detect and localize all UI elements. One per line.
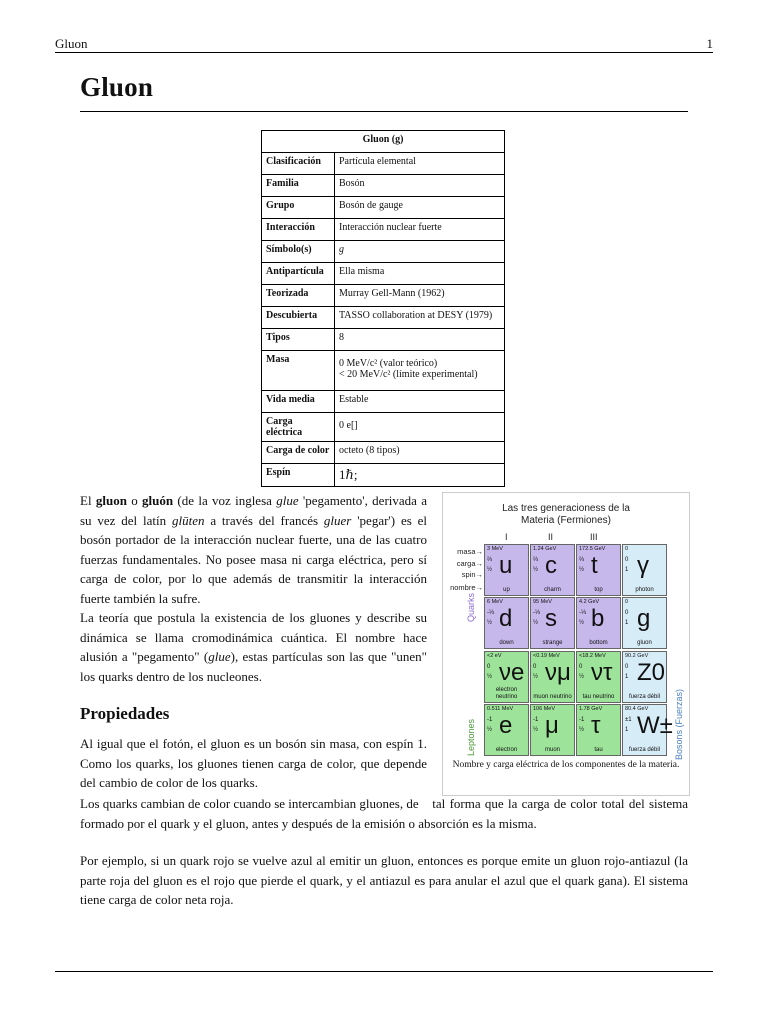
- text-run: La teoría que postula la existencia de los gluones y describe su dinámica se llama cromodinámica cuántica. El nombre hace alusión a "pegamento" (: [80, 610, 427, 664]
- term-gluon-alt: gluón: [142, 493, 174, 508]
- text-run: El: [80, 493, 96, 508]
- title-rule: [80, 111, 688, 112]
- cell-mass: 106 MeV: [533, 706, 556, 712]
- cell-symbol: c: [545, 552, 557, 579]
- cell-symbol: ντ: [591, 659, 613, 686]
- infobox-key: Antipartícula: [262, 263, 335, 285]
- infobox-key: Descubierta: [262, 307, 335, 329]
- mass-line-1: 0 MeV/c² (valor teórico): [339, 358, 438, 369]
- cell-name: strange: [542, 639, 563, 646]
- cell-mass: 0: [625, 546, 629, 552]
- text-run: o: [126, 493, 143, 508]
- particle-cell: [530, 597, 575, 649]
- particle-cell: [484, 597, 529, 649]
- cell-mass: 172.5 GeV: [579, 546, 606, 552]
- infobox-key: Teorizada: [262, 285, 335, 307]
- cell-name: bottom: [589, 639, 608, 646]
- infobox-key: Clasificación: [262, 153, 335, 175]
- infobox-row: [262, 351, 505, 391]
- infobox-key: Espín: [262, 464, 335, 487]
- figure-caption: Nombre y carga eléctrica de los componentes de la materia.: [452, 760, 680, 770]
- cell-spin: 1: [625, 727, 629, 733]
- infobox-key: Familia: [262, 175, 335, 197]
- cell-name: fuerza débil: [628, 693, 661, 700]
- particle-cell: [484, 544, 529, 596]
- cell-charge: 0: [533, 664, 537, 670]
- infobox-row: [262, 241, 505, 263]
- infobox-value: 8: [335, 329, 505, 351]
- cell-symbol: νμ: [545, 659, 571, 686]
- infobox-value: Partícula elemental: [335, 153, 505, 175]
- cell-symbol: u: [499, 552, 513, 579]
- cell-spin: ½: [533, 674, 539, 680]
- cell-spin: ½: [487, 727, 493, 733]
- cell-name: tau neutrino: [582, 693, 615, 700]
- cell-charge: -⅓: [487, 610, 495, 616]
- cell-spin: 1: [625, 674, 629, 680]
- cell-charge: -⅓: [533, 610, 541, 616]
- infobox-row: [262, 391, 505, 413]
- figure-title-line: Materia (Fermiones): [520, 515, 612, 526]
- cell-symbol: e: [499, 712, 513, 739]
- infobox-key: Carga de color: [262, 442, 335, 464]
- infobox-value: Interacción nuclear fuerte: [335, 219, 505, 241]
- cell-spin: ½: [579, 620, 585, 626]
- infobox-key: Tipos: [262, 329, 335, 351]
- particle-cell: [622, 544, 667, 596]
- generation-label: III: [590, 532, 598, 542]
- particle-cell: [622, 704, 673, 756]
- cell-name: charm: [544, 586, 561, 593]
- infobox-value: octeto (8 tipos): [335, 442, 505, 464]
- infobox-value: Bosón de gauge: [335, 197, 505, 219]
- particle-cell: [530, 544, 575, 596]
- cell-charge: 0: [625, 664, 629, 670]
- paragraph-properties: Al igual que el fotón, el gluon es un bosón sin masa, con espín 1. Como los quarks, los gluones tienen carga de color, que depende del cambio de color de los quarks.: [80, 736, 427, 790]
- cell-spin: ½: [579, 674, 585, 680]
- cell-name: tau: [594, 746, 603, 753]
- cell-spin: ½: [579, 567, 585, 573]
- cell-symbol: Z0: [637, 659, 666, 686]
- figure-title: [443, 503, 689, 527]
- cell-spin: 1: [625, 567, 629, 573]
- particle-cell: [576, 597, 621, 649]
- infobox-row: [262, 442, 505, 464]
- cell-charge: -1: [487, 717, 493, 723]
- cell-charge: 0: [625, 610, 629, 616]
- text-run: a través del francés: [204, 512, 324, 528]
- particle-cell: [622, 651, 667, 703]
- italic-gluer: gluer: [323, 512, 352, 528]
- particle-cell: [622, 597, 667, 649]
- text-run: ), estas partículas son las que "unen" los quarks dentro de los nucleones.: [80, 649, 427, 684]
- paragraph-theory: [80, 608, 427, 686]
- cell-symbol: d: [499, 605, 513, 632]
- paragraph-example: Por ejemplo, si un quark rojo se vuelve azul al emitir un gluon, entonces es porque emite un gluon rojo-antiazul (la parte roja del gluon es el rojo que pierde el quark, y el antiazul es para anular el azul que el quark gana). El sistema tiene carga de color neta roja.: [80, 853, 688, 907]
- italic-glue: glue: [208, 649, 231, 664]
- side-label-quarks: Quarks: [466, 592, 476, 622]
- italic-gluten: glūten: [171, 512, 205, 528]
- infobox-value: Bosón: [335, 175, 505, 197]
- cell-mass: 6 MeV: [487, 599, 503, 605]
- infobox-row: [262, 175, 505, 197]
- particle-cell: [576, 704, 621, 756]
- side-label-leptones: Leptones: [466, 718, 476, 756]
- cell-mass: 1.24 GeV: [533, 546, 557, 552]
- infobox-row: [262, 413, 505, 442]
- running-header: [55, 36, 713, 53]
- cell-mass: <0.19 MeV: [533, 653, 560, 659]
- cell-mass: 90.2 GeV: [625, 653, 649, 659]
- infobox-row: [262, 307, 505, 329]
- text-run: tal forma que la carga de color total del sistema formado por el quark y el gluon, antes y después de la emisión o absorción es la misma.: [80, 796, 688, 831]
- cell-symbol: τ: [591, 712, 601, 739]
- cell-name: electron neutrino: [495, 687, 518, 700]
- charge-value: 0 e[]: [339, 420, 358, 431]
- infobox-value-symbol: g: [339, 244, 344, 255]
- particle-cell: [530, 651, 575, 703]
- text-run: Los quarks cambian de color cuando se intercambian gluones, de: [80, 796, 419, 811]
- footer-rule: [55, 971, 713, 972]
- cell-charge: 0: [579, 664, 583, 670]
- generation-label: I: [505, 532, 508, 542]
- cell-name: up: [503, 586, 510, 593]
- page-number: 1: [706, 36, 713, 51]
- infobox-key: Vida media: [262, 391, 335, 413]
- text-run: 'pegamento', derivada a su vez del latín: [80, 493, 428, 528]
- infobox-value: Ella misma: [335, 263, 505, 285]
- cell-spin: ½: [487, 620, 493, 626]
- cell-symbol: s: [545, 605, 557, 632]
- cell-mass: 3 MeV: [487, 546, 503, 552]
- mass-line-2: < 20 MeV/c² (límite experimental): [339, 369, 478, 380]
- cell-mass: 4.2 GeV: [579, 599, 600, 605]
- cell-symbol: t: [591, 552, 598, 579]
- cell-mass: <18.2 MeV: [579, 653, 606, 659]
- cell-symbol: μ: [545, 712, 559, 739]
- cell-name: electron: [495, 746, 518, 753]
- cell-spin: ½: [487, 567, 493, 573]
- infobox-row: [262, 263, 505, 285]
- cell-spin: ½: [579, 727, 585, 733]
- cell-symbol: b: [591, 605, 605, 632]
- infobox-key: Grupo: [262, 197, 335, 219]
- text-run: 'pegar') es el bosón portador de la interacción nuclear fuerte, una de las cuatro fuerzas fundamentales. No posee masa ni carga eléctrica, pero sí carga de color, por lo que además de transmitir la interacción fuerte también la sufre.: [80, 512, 427, 606]
- infobox-table: [261, 130, 505, 487]
- paragraph-intro: [80, 491, 427, 608]
- section-heading-propiedades: Propiedades: [80, 704, 170, 723]
- cell-charge: ⅔: [487, 557, 493, 563]
- infobox-row: [262, 464, 505, 487]
- italic-glue: glue: [276, 493, 299, 508]
- cell-charge: -1: [579, 717, 585, 723]
- side-label-bosons: Bosons (Fuerzas): [674, 688, 684, 760]
- particle-cell: [576, 544, 621, 596]
- infobox-caption: Gluon (g): [262, 131, 505, 153]
- row-label-name: nombre→: [450, 583, 483, 592]
- infobox-value: TASSO collaboration at DESY (1979): [335, 307, 505, 329]
- cell-name: top: [594, 586, 603, 593]
- term-gluon: gluon: [95, 493, 127, 508]
- figure-title-line: Las tres generacioness de la: [502, 503, 630, 514]
- cell-charge: 0: [487, 664, 491, 670]
- cell-name: photon: [635, 586, 654, 593]
- row-label-mass: masa→: [457, 547, 483, 556]
- running-header-title: Gluon: [55, 36, 88, 51]
- infobox-key: Símbolo(s): [262, 241, 335, 263]
- cell-name: muon neutrino: [533, 693, 572, 700]
- cell-spin: ½: [487, 674, 493, 680]
- infobox-row: [262, 153, 505, 175]
- cell-name: fuerza débil: [628, 746, 661, 753]
- infobox-row: [262, 285, 505, 307]
- cell-symbol: W±: [637, 712, 673, 739]
- cell-spin: ½: [533, 567, 539, 573]
- cell-charge: -1: [533, 717, 539, 723]
- infobox-value: [335, 351, 505, 391]
- infobox-row: [262, 219, 505, 241]
- cell-charge: ⅔: [579, 557, 585, 563]
- cell-mass: 95 MeV: [533, 599, 552, 605]
- particle-cell: [484, 651, 529, 703]
- cell-name: down: [499, 639, 514, 646]
- infobox-key: Carga eléctrica: [262, 413, 335, 442]
- cell-charge: -⅓: [579, 610, 587, 616]
- cell-charge: 0: [625, 557, 629, 563]
- particle-cell: [484, 704, 529, 756]
- text-run: (de la voz inglesa: [173, 493, 277, 508]
- cell-symbol: γ: [637, 552, 649, 579]
- cell-name: muon: [544, 746, 560, 753]
- cell-mass: 80.4 GeV: [625, 706, 649, 712]
- infobox-value: [335, 241, 505, 263]
- cell-spin: ½: [533, 727, 539, 733]
- infobox-row: [262, 197, 505, 219]
- cell-spin: ½: [533, 620, 539, 626]
- infobox-value: 1ℏ;: [335, 464, 505, 487]
- paragraph-color-change: [80, 794, 688, 833]
- cell-spin: 1: [625, 620, 629, 626]
- article-title: Gluon: [80, 72, 154, 102]
- row-label-spin: spin→: [461, 570, 483, 579]
- cell-mass: 0.511 MeV: [487, 706, 514, 712]
- generation-label: II: [548, 532, 554, 542]
- infobox-value: [335, 413, 505, 442]
- cell-mass: 1.78 GeV: [579, 706, 603, 712]
- cell-mass: <2 eV: [487, 653, 502, 659]
- infobox-row: [262, 329, 505, 351]
- cell-name: gluon: [637, 639, 652, 646]
- cell-charge: ±1: [625, 717, 632, 723]
- cell-symbol: νe: [499, 659, 525, 686]
- cell-mass: 0: [625, 599, 629, 605]
- cell-symbol: g: [637, 605, 651, 632]
- particle-cell: [530, 704, 575, 756]
- cell-charge: ⅔: [533, 557, 539, 563]
- infobox-value: Murray Gell-Mann (1962): [335, 285, 505, 307]
- infobox-value: Estable: [335, 391, 505, 413]
- particle-cell: [576, 651, 621, 703]
- infobox-key: Masa: [262, 351, 335, 391]
- row-label-charge: carga→: [456, 559, 483, 568]
- infobox-key: Interacción: [262, 219, 335, 241]
